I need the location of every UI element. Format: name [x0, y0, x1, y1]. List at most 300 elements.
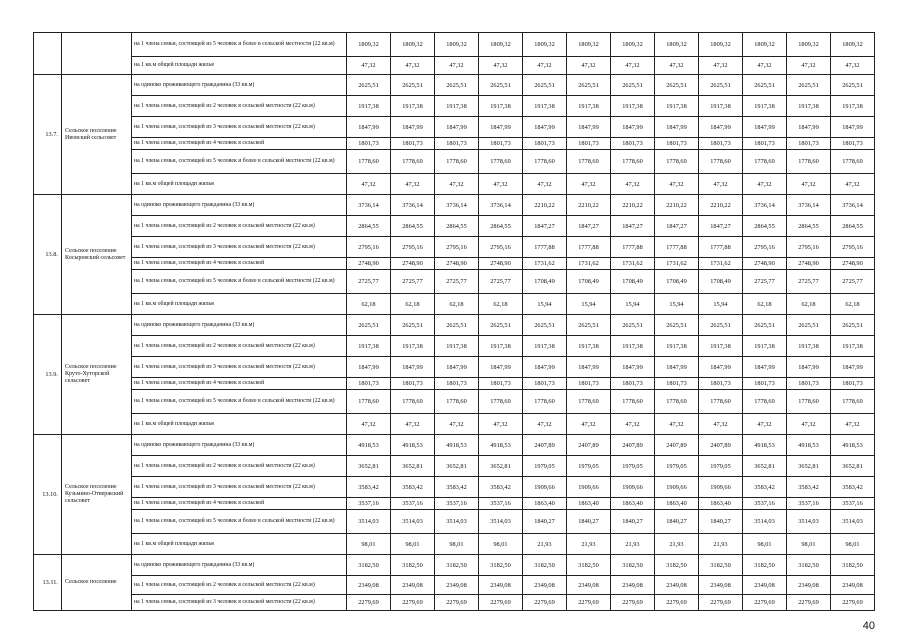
value-cell: 3182,50: [435, 555, 479, 576]
norm-description: на одиноко проживающего гражданина (33 кв.м): [132, 435, 347, 456]
norm-description: на 1 члена семьи, состоящей из 2 человек в сельской местности (22 кв.м): [132, 336, 347, 357]
value-cell: 4918,53: [787, 435, 831, 456]
table-row: [34, 414, 875, 435]
value-cell: 1909,66: [611, 477, 655, 498]
norm-description: на 1 члена семьи, состоящей из 4 человек в сельской: [132, 378, 347, 390]
norm-description: на 1 члена семьи, состоящей из 5 человек и более в сельской местности (22 кв.м): [132, 270, 347, 294]
norm-description: на 1 члена семьи, состоящей из 3 человек в сельской местности (22 кв.м): [132, 595, 347, 611]
value-cell: 98,01: [347, 534, 391, 555]
table-row: [34, 357, 875, 378]
value-cell: 2864,55: [347, 216, 391, 237]
value-cell: 2279,69: [347, 595, 391, 611]
value-cell: 2349,08: [523, 576, 567, 595]
norm-description: на 1 кв.м общей площади жилья: [132, 534, 347, 555]
table-row: [34, 96, 875, 117]
value-cell: 2625,51: [699, 315, 743, 336]
value-cell: 1801,73: [699, 378, 743, 390]
value-cell: 1847,27: [699, 216, 743, 237]
value-cell: 2349,08: [655, 576, 699, 595]
value-cell: 2279,69: [743, 595, 787, 611]
value-cell: 2795,16: [743, 237, 787, 258]
value-cell: 62,18: [831, 294, 875, 315]
value-cell: 47,32: [743, 174, 787, 195]
value-cell: 3583,42: [435, 477, 479, 498]
value-cell: 1979,05: [523, 456, 567, 477]
value-cell: 47,32: [435, 414, 479, 435]
value-cell: 1809,32: [435, 33, 479, 57]
value-cell: 1708,49: [523, 270, 567, 294]
value-cell: 2210,22: [523, 195, 567, 216]
row-index: [34, 33, 62, 75]
value-cell: 3652,81: [391, 456, 435, 477]
table-row: [34, 270, 875, 294]
value-cell: 3514,03: [743, 510, 787, 534]
value-cell: 47,32: [391, 57, 435, 75]
value-cell: 2279,69: [391, 595, 435, 611]
value-cell: 1847,99: [435, 117, 479, 138]
value-cell: 3182,50: [655, 555, 699, 576]
value-cell: 3514,03: [347, 510, 391, 534]
value-cell: 2864,55: [831, 216, 875, 237]
value-cell: 2349,08: [787, 576, 831, 595]
table-row: [34, 195, 875, 216]
page-number: 40: [862, 620, 875, 632]
value-cell: 15,94: [655, 294, 699, 315]
value-cell: 47,32: [611, 174, 655, 195]
value-cell: 47,32: [655, 57, 699, 75]
value-cell: 1917,38: [655, 96, 699, 117]
value-cell: 4918,53: [435, 435, 479, 456]
value-cell: 47,32: [611, 414, 655, 435]
value-cell: 1801,73: [391, 378, 435, 390]
value-cell: 1801,73: [567, 378, 611, 390]
value-cell: 2210,22: [699, 195, 743, 216]
value-cell: 1917,38: [699, 96, 743, 117]
value-cell: 1708,49: [699, 270, 743, 294]
value-cell: 1917,38: [523, 96, 567, 117]
value-cell: 3537,16: [391, 498, 435, 510]
table-row: [34, 57, 875, 75]
value-cell: 62,18: [787, 294, 831, 315]
value-cell: 2625,51: [523, 315, 567, 336]
norm-description: на 1 члена семьи, состоящей из 4 человек в сельской: [132, 258, 347, 270]
value-cell: 47,32: [435, 57, 479, 75]
norm-description: на 1 кв.м общей площади жилья: [132, 294, 347, 315]
value-cell: 1778,60: [347, 150, 391, 174]
norm-description: на 1 кв.м общей площади жилья: [132, 57, 347, 75]
value-cell: 3514,03: [479, 510, 523, 534]
value-cell: 62,18: [743, 294, 787, 315]
value-cell: 1917,38: [611, 336, 655, 357]
value-cell: 1979,05: [611, 456, 655, 477]
value-cell: 3514,03: [787, 510, 831, 534]
value-cell: 1840,27: [655, 510, 699, 534]
table-row: [34, 555, 875, 576]
value-cell: 3182,50: [787, 555, 831, 576]
value-cell: 1809,32: [655, 33, 699, 57]
value-cell: 3537,16: [787, 498, 831, 510]
value-cell: 2279,69: [479, 595, 523, 611]
table-row: [34, 216, 875, 237]
value-cell: 1778,60: [655, 150, 699, 174]
value-cell: 1847,99: [435, 357, 479, 378]
value-cell: 2349,08: [699, 576, 743, 595]
norm-description: на 1 члена семьи, состоящей из 2 человек в сельской местности (22 кв.м): [132, 576, 347, 595]
value-cell: 1801,73: [567, 138, 611, 150]
value-cell: 2625,51: [347, 315, 391, 336]
value-cell: 1840,27: [523, 510, 567, 534]
value-cell: 1809,32: [699, 33, 743, 57]
value-cell: 2864,55: [391, 216, 435, 237]
value-cell: 2279,69: [567, 595, 611, 611]
value-cell: 3583,42: [347, 477, 391, 498]
value-cell: 2795,16: [787, 237, 831, 258]
value-cell: 1801,73: [743, 378, 787, 390]
value-cell: 2279,69: [435, 595, 479, 611]
value-cell: 1801,73: [523, 378, 567, 390]
norm-description: на одиноко проживающего гражданина (33 кв.м): [132, 75, 347, 96]
value-cell: 98,01: [787, 534, 831, 555]
value-cell: 1847,99: [391, 117, 435, 138]
value-cell: 1801,73: [435, 378, 479, 390]
value-cell: 1847,99: [831, 357, 875, 378]
value-cell: 62,18: [347, 294, 391, 315]
norm-description: на 1 члена семьи, состоящей из 5 человек и более в сельской местности (22 кв.м): [132, 390, 347, 414]
value-cell: 1847,27: [567, 216, 611, 237]
value-cell: 3514,03: [831, 510, 875, 534]
value-cell: 2625,51: [567, 315, 611, 336]
value-cell: 47,32: [523, 174, 567, 195]
value-cell: 1847,27: [523, 216, 567, 237]
value-cell: 3736,14: [435, 195, 479, 216]
value-cell: 1778,60: [567, 390, 611, 414]
value-cell: 3583,42: [743, 477, 787, 498]
value-cell: 1708,49: [567, 270, 611, 294]
value-cell: 2279,69: [831, 595, 875, 611]
value-cell: 1731,62: [567, 258, 611, 270]
value-cell: 1778,60: [743, 150, 787, 174]
norm-description: на 1 члена семьи, состоящей из 2 человек в сельской местности (22 кв.м): [132, 216, 347, 237]
value-cell: 1847,99: [611, 117, 655, 138]
value-cell: 1778,60: [391, 390, 435, 414]
row-index: 13.10.: [34, 435, 62, 555]
value-cell: 1847,99: [523, 117, 567, 138]
norm-description: на 1 члена семьи, состоящей из 5 человек и более в сельской местности (22 кв.м): [132, 33, 347, 57]
value-cell: 1917,38: [435, 336, 479, 357]
value-cell: 2407,89: [611, 435, 655, 456]
value-cell: 3583,42: [787, 477, 831, 498]
value-cell: 2625,51: [743, 75, 787, 96]
norm-description: на 1 члена семьи, состоящей из 4 человек в сельской: [132, 498, 347, 510]
value-cell: 1917,38: [567, 336, 611, 357]
value-cell: 1863,40: [567, 498, 611, 510]
value-cell: 3652,81: [831, 456, 875, 477]
value-cell: 3736,14: [347, 195, 391, 216]
value-cell: 47,32: [831, 57, 875, 75]
value-cell: 2625,51: [699, 75, 743, 96]
value-cell: 2725,77: [787, 270, 831, 294]
value-cell: 2625,51: [391, 75, 435, 96]
norm-description: на одиноко проживающего гражданина (33 кв.м): [132, 555, 347, 576]
value-cell: 1801,73: [611, 138, 655, 150]
value-cell: 62,18: [479, 294, 523, 315]
value-cell: 1778,60: [567, 150, 611, 174]
value-cell: 1847,99: [347, 357, 391, 378]
value-cell: 3736,14: [787, 195, 831, 216]
value-cell: 1847,27: [655, 216, 699, 237]
value-cell: 2725,77: [479, 270, 523, 294]
value-cell: 1731,62: [655, 258, 699, 270]
value-cell: 2210,22: [567, 195, 611, 216]
norm-description: на 1 члена семьи, состоящей из 5 человек и более в сельской местности (22 кв.м): [132, 510, 347, 534]
value-cell: 15,94: [699, 294, 743, 315]
value-cell: 47,32: [567, 57, 611, 75]
value-cell: 1917,38: [567, 96, 611, 117]
value-cell: 1979,05: [567, 456, 611, 477]
table-row: [34, 510, 875, 534]
value-cell: 3514,03: [435, 510, 479, 534]
value-cell: 1801,73: [391, 138, 435, 150]
value-cell: 3182,50: [479, 555, 523, 576]
table-body: [34, 33, 875, 611]
value-cell: 3182,50: [391, 555, 435, 576]
value-cell: 4918,53: [479, 435, 523, 456]
norm-description: на 1 члена семьи, состоящей из 3 человек в сельской местности (22 кв.м): [132, 477, 347, 498]
value-cell: 1809,32: [347, 33, 391, 57]
value-cell: 1917,38: [347, 96, 391, 117]
value-cell: 2864,55: [787, 216, 831, 237]
value-cell: 47,32: [743, 414, 787, 435]
norm-description: на 1 кв.м общей площади жилья: [132, 414, 347, 435]
value-cell: 21,93: [523, 534, 567, 555]
value-cell: 2748,90: [347, 258, 391, 270]
value-cell: 1840,27: [567, 510, 611, 534]
value-cell: 47,32: [567, 414, 611, 435]
value-cell: 2349,08: [347, 576, 391, 595]
value-cell: 62,18: [391, 294, 435, 315]
value-cell: 47,32: [743, 57, 787, 75]
value-cell: 2625,51: [435, 75, 479, 96]
norm-description: на 1 кв.м общей площади жилья: [132, 174, 347, 195]
value-cell: 1847,99: [699, 117, 743, 138]
value-cell: 1778,60: [699, 390, 743, 414]
value-cell: 1801,73: [435, 138, 479, 150]
value-cell: 2625,51: [391, 315, 435, 336]
value-cell: 4918,53: [831, 435, 875, 456]
settlement-name: Сельское поселение Кузьмино-Отвержский сельсовет: [62, 435, 132, 555]
value-cell: 3182,50: [611, 555, 655, 576]
value-cell: 15,94: [523, 294, 567, 315]
value-cell: 2625,51: [831, 75, 875, 96]
value-cell: 47,32: [655, 174, 699, 195]
value-cell: 3182,50: [831, 555, 875, 576]
value-cell: 1863,40: [611, 498, 655, 510]
value-cell: 47,32: [787, 57, 831, 75]
norm-description: на 1 члена семьи, состоящей из 5 человек и более в сельской местности (22 кв.м): [132, 150, 347, 174]
value-cell: 1847,99: [523, 357, 567, 378]
table-row: [34, 456, 875, 477]
value-cell: 2279,69: [787, 595, 831, 611]
value-cell: 1778,60: [347, 390, 391, 414]
value-cell: 1809,32: [787, 33, 831, 57]
value-cell: 1778,60: [435, 390, 479, 414]
value-cell: 1847,99: [567, 357, 611, 378]
value-cell: 1809,32: [391, 33, 435, 57]
value-cell: 47,32: [699, 174, 743, 195]
value-cell: 2625,51: [787, 315, 831, 336]
value-cell: 3583,42: [391, 477, 435, 498]
norm-description: на одиноко проживающего гражданина (33 кв.м): [132, 195, 347, 216]
value-cell: 1801,73: [831, 378, 875, 390]
value-cell: 2407,89: [567, 435, 611, 456]
value-cell: 1847,99: [611, 357, 655, 378]
value-cell: 2349,08: [391, 576, 435, 595]
value-cell: 1778,60: [699, 150, 743, 174]
value-cell: 1979,05: [699, 456, 743, 477]
value-cell: 2210,22: [611, 195, 655, 216]
value-cell: 1909,66: [699, 477, 743, 498]
value-cell: 2625,51: [567, 75, 611, 96]
value-cell: 1801,73: [479, 378, 523, 390]
value-cell: 1917,38: [787, 336, 831, 357]
value-cell: 2349,08: [743, 576, 787, 595]
value-cell: 3182,50: [567, 555, 611, 576]
value-cell: 1778,60: [479, 390, 523, 414]
value-cell: 1917,38: [347, 336, 391, 357]
value-cell: 3537,16: [479, 498, 523, 510]
value-cell: 2407,89: [655, 435, 699, 456]
value-cell: 1847,99: [743, 357, 787, 378]
value-cell: 3736,14: [391, 195, 435, 216]
value-cell: 2625,51: [479, 75, 523, 96]
value-cell: 1847,99: [743, 117, 787, 138]
value-cell: 1847,99: [479, 117, 523, 138]
value-cell: 1847,99: [479, 357, 523, 378]
value-cell: 1917,38: [391, 96, 435, 117]
value-cell: 2625,51: [655, 315, 699, 336]
value-cell: 21,93: [655, 534, 699, 555]
value-cell: 1731,62: [611, 258, 655, 270]
settlement-name: [62, 33, 132, 75]
norm-description: на 1 члена семьи, состоящей из 2 человек в сельской местности (22 кв.м): [132, 456, 347, 477]
value-cell: 1778,60: [743, 390, 787, 414]
value-cell: 2748,90: [391, 258, 435, 270]
value-cell: 4918,53: [743, 435, 787, 456]
value-cell: 1809,32: [479, 33, 523, 57]
table-row: [34, 174, 875, 195]
value-cell: 3583,42: [831, 477, 875, 498]
value-cell: 2349,08: [567, 576, 611, 595]
value-cell: 98,01: [391, 534, 435, 555]
value-cell: 3182,50: [699, 555, 743, 576]
value-cell: 1778,60: [479, 150, 523, 174]
value-cell: 1917,38: [743, 96, 787, 117]
value-cell: 1778,60: [787, 150, 831, 174]
value-cell: 1778,60: [435, 150, 479, 174]
value-cell: 1801,73: [743, 138, 787, 150]
value-cell: 1801,73: [479, 138, 523, 150]
table-row: [34, 477, 875, 498]
value-cell: 47,32: [699, 414, 743, 435]
value-cell: 2407,89: [699, 435, 743, 456]
value-cell: 1863,40: [699, 498, 743, 510]
value-cell: 1909,66: [567, 477, 611, 498]
value-cell: 1778,60: [831, 150, 875, 174]
value-cell: 1979,05: [655, 456, 699, 477]
value-cell: 47,32: [347, 174, 391, 195]
value-cell: 1809,32: [831, 33, 875, 57]
value-cell: 2625,51: [743, 315, 787, 336]
table-row: [34, 576, 875, 595]
value-cell: 98,01: [435, 534, 479, 555]
value-cell: 2349,08: [831, 576, 875, 595]
value-cell: 1847,27: [611, 216, 655, 237]
value-cell: 2795,16: [435, 237, 479, 258]
settlement-name: Сельское поселение Ивовский сельсовет: [62, 75, 132, 195]
value-cell: 1909,66: [655, 477, 699, 498]
value-cell: 3736,14: [831, 195, 875, 216]
value-cell: 15,94: [611, 294, 655, 315]
value-cell: 2279,69: [611, 595, 655, 611]
value-cell: 98,01: [743, 534, 787, 555]
value-cell: 3182,50: [743, 555, 787, 576]
value-cell: 2795,16: [831, 237, 875, 258]
value-cell: 1917,38: [655, 336, 699, 357]
value-cell: 2725,77: [831, 270, 875, 294]
table-row: [34, 294, 875, 315]
value-cell: 1917,38: [611, 96, 655, 117]
value-cell: 2795,16: [479, 237, 523, 258]
value-cell: 3583,42: [479, 477, 523, 498]
value-cell: 2625,51: [787, 75, 831, 96]
value-cell: 1778,60: [523, 390, 567, 414]
table-row: [34, 315, 875, 336]
value-cell: 2625,51: [611, 315, 655, 336]
value-cell: 1909,66: [523, 477, 567, 498]
value-cell: 2349,08: [479, 576, 523, 595]
value-cell: 1840,27: [699, 510, 743, 534]
table-row: [34, 390, 875, 414]
value-cell: 1847,99: [831, 117, 875, 138]
table-row: [34, 75, 875, 96]
value-cell: 47,32: [347, 57, 391, 75]
value-cell: 2748,90: [479, 258, 523, 270]
value-cell: 1847,99: [567, 117, 611, 138]
table-row: [34, 534, 875, 555]
value-cell: 2625,51: [655, 75, 699, 96]
value-cell: 1801,73: [611, 378, 655, 390]
row-index: 13.7.: [34, 75, 62, 195]
value-cell: 1917,38: [743, 336, 787, 357]
table-row: [34, 117, 875, 138]
value-cell: 15,94: [567, 294, 611, 315]
value-cell: 47,32: [391, 414, 435, 435]
value-cell: 47,32: [831, 414, 875, 435]
value-cell: 2625,51: [435, 315, 479, 336]
value-cell: 1917,38: [831, 96, 875, 117]
value-cell: 1847,99: [391, 357, 435, 378]
value-cell: 2407,89: [523, 435, 567, 456]
value-cell: 1778,60: [611, 390, 655, 414]
value-cell: 3736,14: [479, 195, 523, 216]
value-cell: 2864,55: [435, 216, 479, 237]
norm-description: на одиноко проживающего гражданина (33 кв.м): [132, 315, 347, 336]
value-cell: 1801,73: [347, 138, 391, 150]
value-cell: 1809,32: [523, 33, 567, 57]
value-cell: 3537,16: [831, 498, 875, 510]
value-cell: 3182,50: [523, 555, 567, 576]
value-cell: 2725,77: [391, 270, 435, 294]
